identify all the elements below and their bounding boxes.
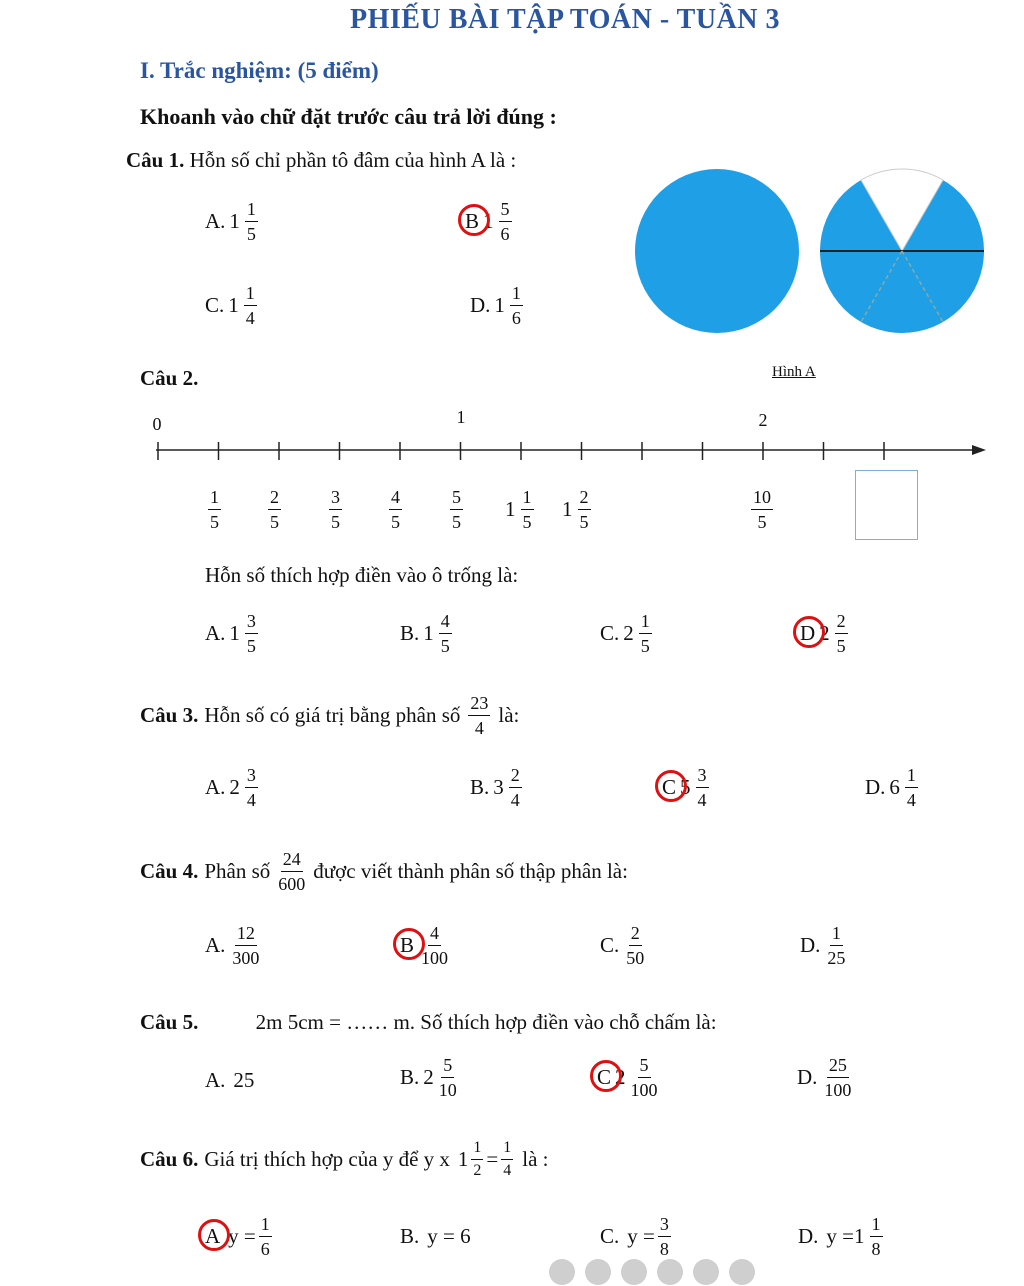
option-prefix: y = [627, 1224, 655, 1248]
question-1-text: Hỗn số chỉ phần tô đâm của hình A là : [189, 148, 517, 172]
mixed-number [386, 488, 405, 531]
question-6-whole: 1 [457, 1147, 469, 1171]
option-letter: B [400, 933, 415, 957]
tick-frac-6 [505, 488, 537, 531]
question-1-label: Câu 1. [126, 148, 185, 172]
fraction: $\frac{2}{50}$ [626, 923, 645, 968]
mixed-number [821, 1056, 854, 1099]
question-4-fraction: $\frac{24}{600}$ [278, 849, 306, 894]
mixed-number [824, 924, 848, 967]
question-6-rhs-fraction: $\frac{1}{4}$ [503, 1139, 512, 1179]
mixed-number [256, 1215, 275, 1258]
partial-circle [820, 169, 984, 333]
option-letter: A. [205, 621, 226, 645]
fraction: $\frac{4}{5}$ [440, 611, 450, 656]
fraction: $\frac{5}{100}$ [630, 1055, 658, 1100]
option-letter: B. [400, 1065, 420, 1089]
q2-option-b[interactable] [400, 612, 455, 655]
tick-frac-5 [447, 488, 466, 531]
fraction: $\frac{4}{100}$ [421, 923, 449, 968]
instruction: Khoanh vào chữ đặt trước câu trả lời đúng : [140, 104, 557, 129]
figure-label: Hình A [772, 364, 816, 380]
mixed-number: 2 $\frac{3}{4}$ [229, 765, 256, 810]
option-prefix: y = [826, 1224, 855, 1248]
axis-label-2: 2 [758, 410, 768, 430]
answer-box[interactable] [855, 470, 918, 540]
question-5-label: Câu 5. [140, 1010, 199, 1034]
mixed-number: 1 $\frac{1}{8}$ [854, 1214, 881, 1259]
mixed-number: 1 $\frac{1}{5}$ [229, 199, 256, 244]
figure-a [630, 165, 990, 340]
q6-option-a[interactable] [205, 1215, 275, 1258]
section-heading: I. Trắc nghiệm: (5 điểm) [140, 58, 379, 83]
fraction: $\frac{5}{6}$ [500, 199, 510, 244]
option-letter: B. [470, 775, 490, 799]
fraction: $\frac{1}{4}$ [245, 283, 255, 328]
number-line [150, 440, 990, 464]
mixed-number: 1 $\frac{5}{6}$ [483, 199, 510, 244]
tick-frac-2 [265, 488, 284, 531]
mixed-number: 2 $\frac{1}{5}$ [623, 611, 650, 656]
mixed-number [205, 488, 224, 531]
q3-option-a[interactable] [205, 766, 261, 809]
fraction: $\frac{5}{5}$ [452, 487, 461, 532]
full-circle [635, 169, 799, 333]
axis-label-0: 0 [152, 414, 162, 434]
option-letter: C. [600, 621, 620, 645]
mixed-number [229, 924, 262, 967]
option-letter: C. [600, 933, 620, 957]
mixed-number [326, 488, 345, 531]
mixed-number: 2 $\frac{5}{100}$ [615, 1055, 658, 1100]
tick-frac-7 [562, 488, 594, 531]
question-3 [140, 694, 519, 737]
question-4 [140, 850, 628, 893]
q6-option-b[interactable]: B. y = 6 [400, 1224, 471, 1248]
option-letter: B. [400, 621, 420, 645]
fraction: $\frac{1}{5}$ [640, 611, 650, 656]
fraction: $\frac{2}{5}$ [270, 487, 279, 532]
fraction: $\frac{10}{5}$ [753, 487, 771, 532]
option-letter: C. [205, 293, 225, 317]
mixed-number: 1 $\frac{1}{4}$ [228, 283, 255, 328]
question-6-tail: là : [522, 1147, 549, 1171]
option-letter: D. [798, 1224, 819, 1248]
q4-option-a[interactable] [205, 924, 262, 967]
option-letter: A. [205, 209, 226, 233]
q6-option-d[interactable] [798, 1215, 886, 1258]
q2-option-a[interactable] [205, 612, 261, 655]
fraction: $\frac{1}{5}$ [210, 487, 219, 532]
question-2 [140, 366, 198, 391]
option-letter: D. [797, 1065, 818, 1089]
number-line-ticks [158, 442, 884, 460]
question-1 [126, 148, 516, 173]
q4-option-d[interactable] [800, 924, 848, 967]
option-letter: A. [205, 933, 226, 957]
q4-option-c[interactable] [600, 924, 647, 967]
fraction: $\frac{2}{4}$ [510, 765, 520, 810]
option-letter: A [205, 1224, 221, 1248]
option-letter: C [662, 775, 677, 799]
mixed-number: 1 $\frac{2}{5}$ [562, 487, 589, 532]
mixed-number [623, 924, 647, 967]
mixed-number [265, 488, 284, 531]
q5-option-d[interactable] [797, 1056, 854, 1099]
q5-option-c[interactable] [597, 1056, 661, 1099]
mixed-number: 6 $\frac{1}{4}$ [889, 765, 916, 810]
question-2-label: Câu 2. [140, 366, 199, 390]
fraction: $\frac{1}{25}$ [827, 923, 846, 968]
fraction: $\frac{3}{5}$ [246, 611, 256, 656]
question-3-tail: là: [498, 703, 520, 727]
fraction: $\frac{4}{5}$ [391, 487, 400, 532]
question-5 [140, 1010, 717, 1035]
option-letter: D. [470, 293, 491, 317]
q6-option-c[interactable] [600, 1215, 674, 1258]
fraction: $\frac{5}{10}$ [438, 1055, 457, 1100]
fraction: $\frac{1}{5}$ [522, 487, 532, 532]
question-2-text: Hỗn số thích hợp điền vào ô trống là: [205, 563, 519, 587]
fraction: $\frac{3}{4}$ [246, 765, 256, 810]
mixed-number: 2 $\frac{2}{5}$ [819, 611, 846, 656]
fraction: $\frac{1}{5}$ [246, 199, 256, 244]
question-6-equals: = [486, 1147, 499, 1171]
question-4-text: Phân số [204, 859, 271, 883]
q4-option-b[interactable] [400, 924, 451, 967]
tick-frac-3 [326, 488, 345, 531]
q3-option-d[interactable] [865, 766, 921, 809]
question-4-label: Câu 4. [140, 859, 199, 883]
q1-option-c[interactable] [205, 284, 260, 327]
mixed-number: 1 $\frac{1}{6}$ [494, 283, 521, 328]
tick-frac-4 [386, 488, 405, 531]
option-letter: C [597, 1065, 612, 1089]
fraction: $\frac{12}{300}$ [232, 923, 260, 968]
mixed-number [655, 1215, 674, 1258]
question-6-label: Câu 6. [140, 1147, 199, 1171]
fraction: $\frac{1}{6}$ [260, 1214, 270, 1259]
fraction: $\frac{1}{4}$ [906, 765, 916, 810]
mixed-number [447, 488, 466, 531]
question-6-mixed-fraction: $\frac{1}{2}$ [473, 1139, 482, 1179]
q1-option-b[interactable] [465, 200, 515, 243]
page-title: PHIẾU BÀI TẬP TOÁN - TUẦN 3 [350, 4, 780, 35]
tick-frac-1 [205, 488, 224, 531]
page-indicator-dots [540, 1256, 780, 1286]
question-6-text: Giá trị thích hợp của y để y x [204, 1147, 450, 1171]
fraction: $\frac{3}{5}$ [331, 487, 340, 532]
mixed-number: 1 $\frac{3}{5}$ [229, 611, 256, 656]
fraction: $\frac{25}{100}$ [824, 1055, 852, 1100]
option-letter: A. [205, 775, 226, 799]
fraction: $\frac{1}{8}$ [871, 1214, 881, 1259]
question-3-fraction: $\frac{23}{4}$ [470, 693, 489, 738]
mixed-number: 3 $\frac{2}{4}$ [493, 765, 520, 810]
q1-option-a[interactable] [205, 200, 261, 243]
option-letter: D. [800, 933, 821, 957]
fraction: $\frac{3}{8}$ [659, 1214, 669, 1259]
fraction: $\frac{1}{6}$ [511, 283, 521, 328]
fraction: $\frac{2}{5}$ [579, 487, 589, 532]
mixed-number: 1 $\frac{1}{5}$ [505, 487, 532, 532]
option-letter: C. [600, 1224, 620, 1248]
q3-option-c[interactable] [662, 766, 712, 809]
question-4-tail: được viết thành phân số thập phân là: [313, 859, 628, 883]
mixed-number: 5 $\frac{3}{4}$ [680, 765, 707, 810]
option-letter: D. [865, 775, 886, 799]
option-letter: D [800, 621, 816, 645]
option-letter: B [465, 209, 480, 233]
fraction: $\frac{3}{4}$ [697, 765, 707, 810]
question-5-text: 2m 5cm = …… m. Số thích hợp điền vào chỗ chấm là: [255, 1010, 717, 1034]
mixed-number: 1 $\frac{4}{5}$ [423, 611, 450, 656]
q2-option-c[interactable] [600, 612, 655, 655]
tick-frac-10 [748, 488, 776, 531]
q5-option-b[interactable] [400, 1056, 460, 1099]
mixed-number [748, 488, 776, 531]
question-6 [140, 1140, 549, 1179]
option-prefix: y = [228, 1224, 256, 1248]
question-3-text: Hỗn số có giá trị bằng phân số [204, 703, 461, 727]
q3-option-b[interactable] [470, 766, 525, 809]
question-3-label: Câu 3. [140, 703, 199, 727]
fraction: $\frac{2}{5}$ [836, 611, 846, 656]
mixed-number: 2 $\frac{5}{10}$ [423, 1055, 457, 1100]
q5-option-a[interactable]: A. 25 [205, 1068, 255, 1092]
q1-option-d[interactable] [470, 284, 526, 327]
q2-option-d[interactable] [800, 612, 851, 655]
axis-label-1: 1 [456, 407, 466, 427]
